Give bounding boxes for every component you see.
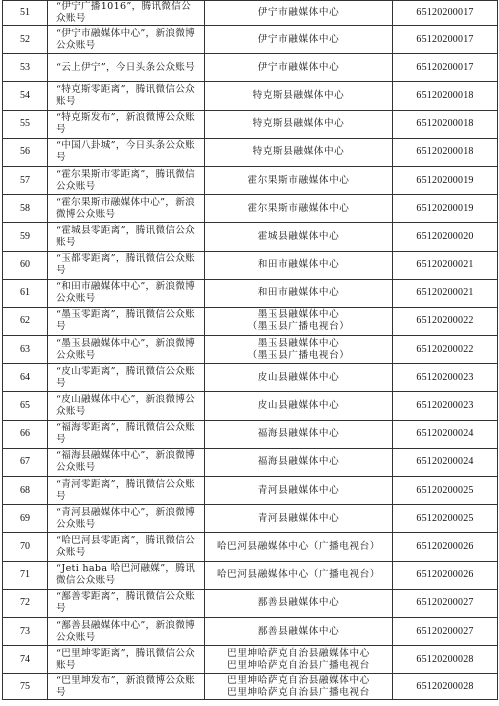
license-code-cell: 65120200025 [393, 505, 498, 533]
license-code-cell: 65120200025 [393, 477, 498, 505]
serial-number-cell: 58 [3, 195, 48, 223]
account-name-cell: “Jeti haba 哈巴河融媒”，腾讯微信公众账号 [48, 561, 205, 589]
license-code-cell: 65120200018 [393, 138, 498, 166]
table-row [3, 533, 498, 561]
organization-cell: 伊宁市融媒体中心 [205, 1, 393, 26]
serial-number-cell: 64 [3, 364, 48, 392]
table-row [3, 26, 498, 54]
table-row [3, 1, 498, 26]
table-row [3, 505, 498, 533]
serial-number-cell: 70 [3, 533, 48, 561]
table-row [3, 195, 498, 223]
organization-cell: 巴里坤哈萨克自治县融媒体中心 巴里坤哈萨克自治县广播电视台 [205, 646, 393, 674]
serial-number-cell: 60 [3, 251, 48, 279]
account-name-cell: “青河县融媒体中心”，新浪微博公众账号 [48, 505, 205, 533]
account-name-cell: “皮山融媒体中心”，新浪微博公众账号 [48, 392, 205, 420]
license-code-cell: 65120200020 [393, 223, 498, 251]
serial-number-cell: 74 [3, 646, 48, 674]
table-row [3, 307, 498, 335]
serial-number-cell: 65 [3, 392, 48, 420]
account-name-cell: “特克斯零距离”，腾讯微信公众账号 [48, 82, 205, 110]
organization-cell: 和田市融媒体中心 [205, 279, 393, 307]
account-name-cell: “巴里坤零距离”，腾讯微信公众账号 [48, 646, 205, 674]
license-code-cell: 65120200017 [393, 54, 498, 82]
license-code-cell: 65120200028 [393, 674, 498, 700]
license-code-cell: 65120200026 [393, 561, 498, 589]
license-code-cell: 65120200021 [393, 279, 498, 307]
organization-cell: 青河县融媒体中心 [205, 477, 393, 505]
serial-number-cell: 66 [3, 420, 48, 448]
license-code-cell: 65120200021 [393, 251, 498, 279]
organization-cell: 墨玉县融媒体中心 （墨玉县广播电视台） [205, 307, 393, 335]
table-row [3, 138, 498, 166]
serial-number-cell: 51 [3, 1, 48, 26]
serial-number-cell: 75 [3, 674, 48, 700]
table-row [3, 617, 498, 645]
organization-cell: 伊宁市融媒体中心 [205, 54, 393, 82]
license-code-cell: 65120200018 [393, 82, 498, 110]
table-row [3, 82, 498, 110]
license-code-cell: 65120200022 [393, 307, 498, 335]
organization-cell: 伊宁市融媒体中心 [205, 26, 393, 54]
account-name-cell: “霍尔果斯市零距离”，腾讯微信公众账号 [48, 166, 205, 194]
serial-number-cell: 56 [3, 138, 48, 166]
account-name-cell: “伊宁市融媒体中心”，新浪微博公众账号 [48, 26, 205, 54]
license-code-cell: 65120200027 [393, 617, 498, 645]
account-name-cell: “巴里坤发布”，新浪微博公众账号 [48, 674, 205, 700]
account-name-cell: “特克斯发布”，新浪微博公众账号 [48, 110, 205, 138]
organization-cell: 福海县融媒体中心 [205, 420, 393, 448]
account-name-cell: “青河零距离”，腾讯微信公众账号 [48, 477, 205, 505]
account-name-cell: “哈巴河县零距离”，腾讯微信公众账号 [48, 533, 205, 561]
serial-number-cell: 63 [3, 336, 48, 364]
account-name-cell: “墨玉零距离”，腾讯微信公众账号 [48, 307, 205, 335]
organization-cell: 霍尔果斯市融媒体中心 [205, 166, 393, 194]
table-row [3, 392, 498, 420]
license-code-cell: 65120200017 [393, 26, 498, 54]
serial-number-cell: 55 [3, 110, 48, 138]
license-code-cell: 65120200019 [393, 195, 498, 223]
account-name-cell: “伊宁广播1016”，腾讯微信公众账号 [48, 1, 205, 26]
license-code-cell: 65120200023 [393, 392, 498, 420]
account-name-cell: “鄯善零距离”，腾讯微信公众账号 [48, 589, 205, 617]
table-row [3, 561, 498, 589]
serial-number-cell: 61 [3, 279, 48, 307]
license-code-cell: 65120200022 [393, 336, 498, 364]
serial-number-cell: 52 [3, 26, 48, 54]
serial-number-cell: 53 [3, 54, 48, 82]
organization-cell: 哈巴河县融媒体中心（广播电视台） [205, 561, 393, 589]
account-name-cell: “墨玉县融媒体中心”，新浪微博公众账号 [48, 336, 205, 364]
table-body [3, 1, 498, 700]
organization-cell: 青河县融媒体中心 [205, 505, 393, 533]
account-name-cell: “霍城县零距离”，腾讯微信公众账号 [48, 223, 205, 251]
organization-cell: 特克斯县融媒体中心 [205, 82, 393, 110]
license-code-cell: 65120200028 [393, 646, 498, 674]
license-code-cell: 65120200026 [393, 533, 498, 561]
organization-cell: 霍城县融媒体中心 [205, 223, 393, 251]
table-row [3, 54, 498, 82]
organization-cell: 鄯善县融媒体中心 [205, 589, 393, 617]
serial-number-cell: 72 [3, 589, 48, 617]
serial-number-cell: 67 [3, 448, 48, 476]
account-name-cell: “云上伊宁”，今日头条公众账号 [48, 54, 205, 82]
account-name-cell: “福海零距离”，腾讯微信公众账号 [48, 420, 205, 448]
serial-number-cell: 57 [3, 166, 48, 194]
license-code-cell: 65120200019 [393, 166, 498, 194]
license-code-cell: 65120200023 [393, 364, 498, 392]
organization-cell: 霍尔果斯市融媒体中心 [205, 195, 393, 223]
account-name-cell: “福海县融媒体中心”，新浪微博公众账号 [48, 448, 205, 476]
organization-cell: 特克斯县融媒体中心 [205, 110, 393, 138]
organization-cell: 鄯善县融媒体中心 [205, 617, 393, 645]
table-row [3, 110, 498, 138]
table-row [3, 589, 498, 617]
organization-cell: 皮山县融媒体中心 [205, 364, 393, 392]
account-name-cell: “霍尔果斯市融媒体中心”，新浪微博公众账号 [48, 195, 205, 223]
table-row [3, 364, 498, 392]
organization-cell: 哈巴河县融媒体中心（广播电视台） [205, 533, 393, 561]
table-row [3, 674, 498, 700]
license-code-cell: 65120200017 [393, 1, 498, 26]
table-row [3, 477, 498, 505]
organization-cell: 墨玉县融媒体中心 （墨玉县广播电视台） [205, 336, 393, 364]
license-code-cell: 65120200018 [393, 110, 498, 138]
account-name-cell: “中国八卦城”，今日头条公众账号 [48, 138, 205, 166]
organization-cell: 皮山县融媒体中心 [205, 392, 393, 420]
organization-cell: 巴里坤哈萨克自治县融媒体中心 巴里坤哈萨克自治县广播电视台 [205, 674, 393, 700]
media-account-table [2, 0, 498, 700]
table-row [3, 166, 498, 194]
organization-cell: 福海县融媒体中心 [205, 448, 393, 476]
table-row [3, 251, 498, 279]
license-code-cell: 65120200024 [393, 420, 498, 448]
organization-cell: 特克斯县融媒体中心 [205, 138, 393, 166]
account-name-cell: “玉都零距离”，腾讯微信公众账号 [48, 251, 205, 279]
registry-table-page [2, 0, 497, 700]
account-name-cell: “和田市融媒体中心”，新浪微博公众账号 [48, 279, 205, 307]
table-row [3, 646, 498, 674]
license-code-cell: 65120200027 [393, 589, 498, 617]
organization-cell: 和田市融媒体中心 [205, 251, 393, 279]
table-row [3, 336, 498, 364]
serial-number-cell: 68 [3, 477, 48, 505]
serial-number-cell: 69 [3, 505, 48, 533]
account-name-cell: “皮山零距离”，腾讯微信公众账号 [48, 364, 205, 392]
table-row [3, 448, 498, 476]
serial-number-cell: 59 [3, 223, 48, 251]
table-row [3, 420, 498, 448]
account-name-cell: “鄯善县融媒体中心”，新浪微博公众账号 [48, 617, 205, 645]
license-code-cell: 65120200024 [393, 448, 498, 476]
serial-number-cell: 73 [3, 617, 48, 645]
table-row [3, 279, 498, 307]
table-row [3, 223, 498, 251]
serial-number-cell: 54 [3, 82, 48, 110]
serial-number-cell: 62 [3, 307, 48, 335]
serial-number-cell: 71 [3, 561, 48, 589]
